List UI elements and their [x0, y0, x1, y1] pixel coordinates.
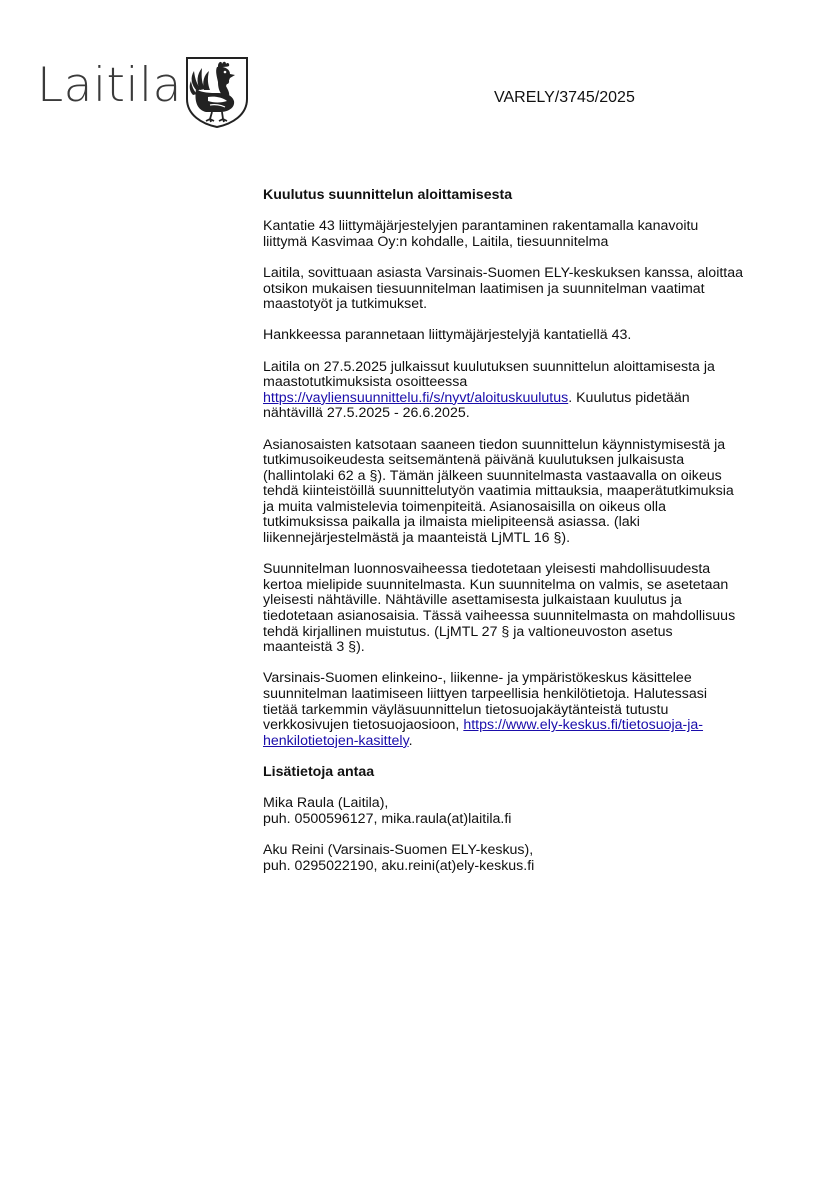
document-title: Kuulutus suunnittelun aloittamisesta [263, 187, 513, 203]
contacts-title: Lisätietoja antaa [263, 763, 375, 780]
privacy-paragraph [263, 671, 743, 749]
reference-number: VARELY/3745/2025 [494, 89, 635, 106]
rights-paragraph: Asianosaisten katsotaan saaneen tiedon suunnittelun käynnistymisestä ja tutkimusoikeudesta seitsemäntenä päivänä kuulutuksen julkaisusta (hallintolaki 62 a §). Tämän jälkeen suunnitelmasta vastaavalla on oikeus tehdä kiinteistöillä suunnittelutyön vaatimia mittauksia, maaperätutkimuksia ja muita valmistelevia toimenpiteitä. Asianosaisilla on oikeus olla tutkimuksissa paikalla ja ilmaista mielipiteensä asiassa. (laki liikennejärjestelmästä ja maanteistä LjMTL 16 §). [263, 436, 734, 547]
contact-item [263, 796, 743, 827]
contact-name: Aku Reini (Varsinais-Suomen ELY-keskus), [263, 841, 534, 858]
participation-paragraph: Suunnitelman luonnosvaiheessa tiedotetaan yleisesti mahdollisuudesta kertoa mielipide suunnitelmasta. Kun suunnitelma on valmis, se asetetaan yleisesti nähtäville. Nähtäville asettamisesta julkaistaan kuulutus ja tiedotetaan asianosaisia. Tässä vaiheessa suunnitelmasta on mahdollisuus tehdä kirjallinen muistutus. (LjMTL 27 § ja valtioneuvoston asetus maanteistä 3 §). [263, 561, 736, 656]
rooster-crest-icon [184, 55, 250, 129]
document-body [263, 188, 743, 890]
contact-name: Mika Raula (Laitila), [263, 795, 389, 812]
contact-details: puh. 0295022190, aku.reini(at)ely-keskus.fi [263, 857, 535, 874]
logo-text: Laitila [37, 58, 182, 113]
project-description: Kantatie 43 liittymäjärjestelyjen parantaminen rakentamalla kanavoitu liittymä Kasvimaa Oy:n kohdalle, Laitila, tiesuunnitelma [263, 218, 699, 250]
intro-paragraph: Laitila, sovittuaan asiasta Varsinais-Suomen ELY-keskuksen kanssa, aloittaa otsikon mukaisen tiesuunnitelman laatimisen ja suunnitelman vaatimat maastotyöt ja tutkimukset. [263, 264, 744, 313]
announcement-dates: . Kuulutus pidetään nähtävillä 27.5.2025 - 26.6.2025. [263, 389, 690, 422]
scope-paragraph: Hankkeessa parannetaan liittymäjärjestelyjä kantatiellä 43. [263, 327, 632, 344]
announcement-text: Laitila on 27.5.2025 julkaissut kuulutuksen suunnittelun aloittamisesta ja maastotutkimuksista osoitteessa [263, 358, 715, 391]
privacy-end: . [408, 732, 413, 749]
announcement-link[interactable]: https://vayliensuunnittelu.fi/s/nyvt/aloituskuulutus [263, 389, 569, 406]
contact-details: puh. 0500596127, mika.raula(at)laitila.fi [263, 810, 512, 827]
privacy-text: Varsinais-Suomen elinkeino-, liikenne- ja ympäristökeskus käsittelee suunnitelman laatimiseen liittyen tarpeellisia henkilötietoja. Halutessasi tietää tarkemmin väyläsuunnittelun tietosuojakäytänteistä tutustu verkkosivujen tietosuojaosioon, [263, 670, 707, 734]
privacy-link[interactable]: https://www.ely-keskus.fi/tietosuoja-ja-henkilotietojen-kasittely [263, 717, 704, 749]
contact-item [263, 843, 743, 874]
announcement-paragraph [263, 360, 743, 422]
